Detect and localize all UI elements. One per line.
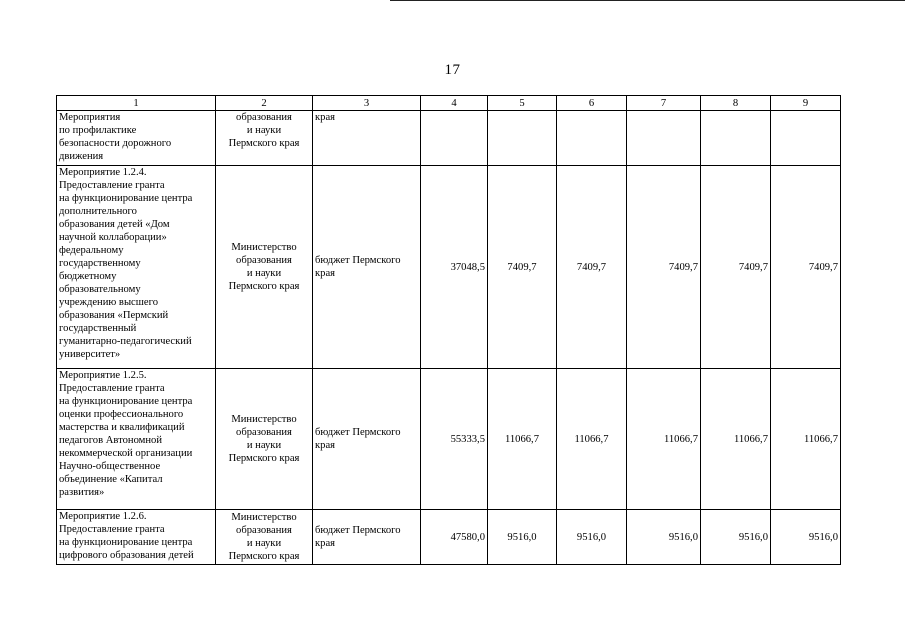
total-cell: 37048,5 — [421, 166, 488, 369]
year-3-cell: 9516,0 — [627, 510, 701, 565]
column-header-4: 4 — [421, 96, 488, 111]
year-2-cell — [557, 111, 627, 166]
year-2-cell: 9516,0 — [557, 510, 627, 565]
event-cell: Мероприятие 1.2.6. Предоставление гранта на функционирование центра цифрового образования детей — [57, 510, 216, 565]
column-header-7: 7 — [627, 96, 701, 111]
year-1-cell: 11066,7 — [488, 369, 557, 510]
budget-table — [56, 95, 841, 565]
executor-cell: Министерство образования и науки Пермского края — [216, 166, 313, 369]
year-3-cell: 11066,7 — [627, 369, 701, 510]
table-row — [57, 369, 841, 510]
column-header-9: 9 — [771, 96, 841, 111]
page-number: 17 — [444, 62, 461, 78]
funding-source-cell: края — [313, 111, 421, 166]
year-4-cell: 7409,7 — [701, 166, 771, 369]
column-header-2: 2 — [216, 96, 313, 111]
executor-cell: Министерство образования и науки Пермского края — [216, 510, 313, 565]
table-row — [57, 166, 841, 369]
year-3-cell — [627, 111, 701, 166]
table-row — [57, 111, 841, 166]
funding-source-cell: бюджет Пермского края — [313, 369, 421, 510]
column-header-5: 5 — [488, 96, 557, 111]
year-1-cell — [488, 111, 557, 166]
year-5-cell: 9516,0 — [771, 510, 841, 565]
top-border-line — [390, 0, 905, 1]
year-5-cell — [771, 111, 841, 166]
year-2-cell: 7409,7 — [557, 166, 627, 369]
executor-cell: образования и науки Пермского края — [216, 111, 313, 166]
event-cell: Мероприятия по профилактике безопасности дорожного движения — [57, 111, 216, 166]
column-header-6: 6 — [557, 96, 627, 111]
total-cell — [421, 111, 488, 166]
executor-cell: Министерство образования и науки Пермского края — [216, 369, 313, 510]
year-1-cell: 7409,7 — [488, 166, 557, 369]
table-row — [57, 510, 841, 565]
total-cell: 47580,0 — [421, 510, 488, 565]
funding-source-cell: бюджет Пермского края — [313, 510, 421, 565]
year-3-cell: 7409,7 — [627, 166, 701, 369]
year-5-cell: 11066,7 — [771, 369, 841, 510]
total-cell: 55333,5 — [421, 369, 488, 510]
funding-source-cell: бюджет Пермского края — [313, 166, 421, 369]
column-header-1: 1 — [57, 96, 216, 111]
year-1-cell: 9516,0 — [488, 510, 557, 565]
year-4-cell — [701, 111, 771, 166]
event-cell: Мероприятие 1.2.5. Предоставление гранта на функционирование центра оценки профессионального мастерства и квалификаций педагогов Автономной некоммерческой организации Научно-общественное объединение «Капитал развития» — [57, 369, 216, 510]
year-5-cell: 7409,7 — [771, 166, 841, 369]
year-4-cell: 9516,0 — [701, 510, 771, 565]
column-header-8: 8 — [701, 96, 771, 111]
year-4-cell: 11066,7 — [701, 369, 771, 510]
event-cell: Мероприятие 1.2.4. Предоставление гранта на функционирование центра дополнительного образования детей «Дом научной коллаборации» федеральному государственному бюджетному образовательному учреждению высшего образования «Пермский государственный гуманитарно-педагогический университет» — [57, 166, 216, 369]
column-header-3: 3 — [313, 96, 421, 111]
year-2-cell: 11066,7 — [557, 369, 627, 510]
column-number-row — [57, 96, 841, 111]
